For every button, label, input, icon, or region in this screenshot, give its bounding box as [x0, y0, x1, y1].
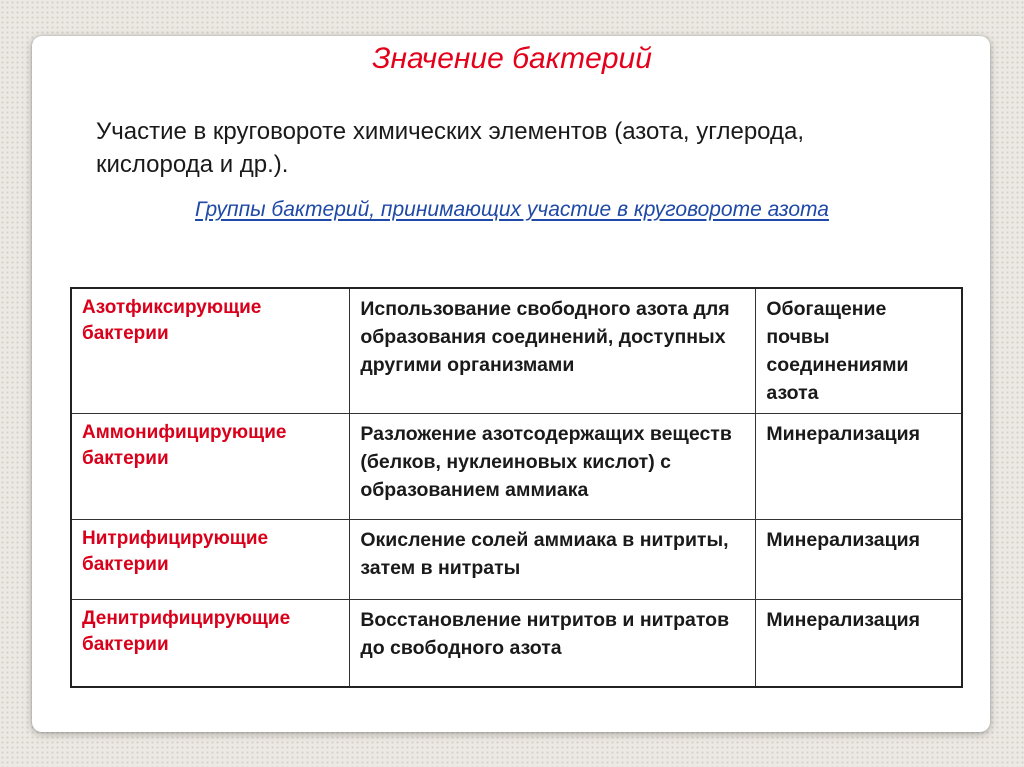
table-row [71, 414, 962, 520]
table-row [71, 520, 962, 600]
result-cell: Минерализация [756, 520, 962, 600]
table-row [71, 288, 962, 414]
bacteria-groups-table [70, 287, 963, 688]
group-name-cell: Нитрифицирующие бактерии [71, 520, 350, 600]
group-name-cell: Аммонифицирующие бактерии [71, 414, 350, 520]
intro-text: Участие в круговороте химических элементов (азота, углерода, кислорода и др.). [96, 118, 805, 178]
page-title: Значение бактерий [372, 42, 652, 75]
group-name-cell: Денитрифицирующие бактерии [71, 600, 350, 687]
table-row [71, 600, 962, 687]
description-cell: Использование свободного азота для образования соединений, доступных другими организмами [350, 288, 756, 414]
description-cell: Разложение азотсодержащих веществ (белков, нуклеиновых кислот) с образованием аммиака [350, 414, 756, 520]
result-cell: Обогащение почвы соединениями азота [756, 288, 962, 414]
result-cell: Минерализация [756, 414, 962, 520]
result-cell: Минерализация [756, 600, 962, 687]
group-name-cell: Азотфиксирующие бактерии [71, 288, 350, 414]
description-cell: Окисление солей аммиака в нитриты, затем в нитраты [350, 520, 756, 600]
description-cell: Восстановление нитритов и нитратов до свободного азота [350, 600, 756, 687]
nitrogen-cycle-link[interactable]: Группы бактерий, принимающих участие в круговороте азота [195, 198, 829, 221]
